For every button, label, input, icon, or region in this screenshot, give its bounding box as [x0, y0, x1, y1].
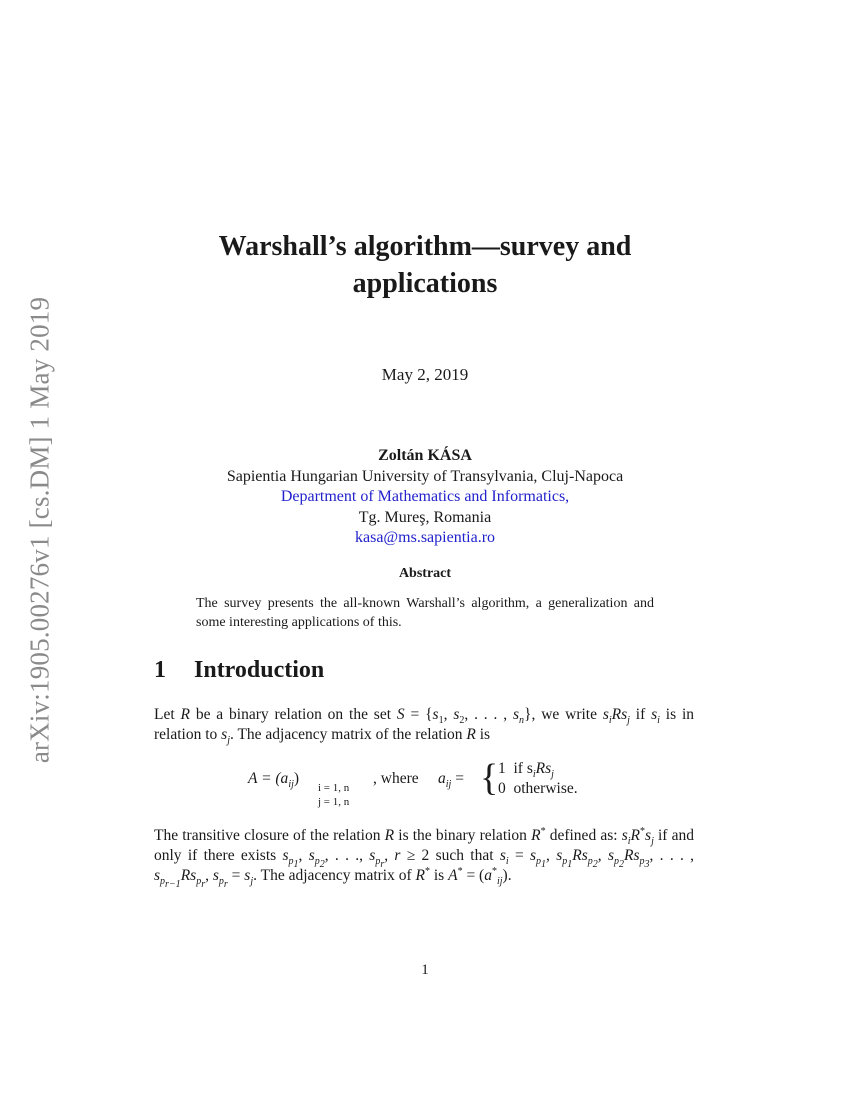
equation-index-j: j = 1, n [318, 796, 350, 808]
equation-lhs: $A = (a_{ij})$ [248, 770, 300, 791]
adjacency-matrix-equation [0, 757, 850, 810]
equation-aij: $a_{ij}$ = [438, 770, 464, 791]
author-name: Zoltán KÁSA [378, 447, 472, 464]
title-line-2: applications [352, 268, 498, 299]
paper-title [0, 228, 850, 302]
email-link[interactable]: kasa@ms.sapientia.ro [354, 529, 496, 546]
section-heading [154, 657, 324, 684]
equation-case-1: 1 if $s_iRs_j$ [498, 760, 554, 781]
equation-index-i: i = 1, n [318, 782, 350, 794]
arxiv-stamp: arXiv:1905.00276v1 [cs.DM] 1 May 2019 [24, 296, 55, 764]
title-line-1: Warshall’s algorithm—survey and [218, 231, 632, 262]
equation-case-2: 0 otherwise. [498, 780, 578, 797]
section-title: Introduction [194, 657, 325, 683]
paper-date: May 2, 2019 [381, 365, 469, 384]
equation-brace: { [480, 757, 499, 799]
author-block [0, 446, 850, 549]
section-number: 1 [154, 657, 166, 683]
equation-where: , where [373, 770, 419, 787]
author-affiliation: Sapientia Hungarian University of Transylvania, Cluj-Napoca [226, 467, 624, 485]
intro-paragraph-1: Let R be a binary relation on the set $S = \{s_1$, $s_2$, . . . , $s_n$}, we write $s_iRs_j$ if $s_i$ is in relation to $s_j$. The adjacency matrix of the relation R is [154, 706, 695, 747]
page-number: 1 [421, 962, 429, 978]
abstract-heading: Abstract [398, 566, 452, 581]
intro-paragraph-2: The transitive closure of the relation R is the binary relation R* defined as: $s_iR^*s_j$ if and only if there exists $s_{p_1}$, $s_{p_2}$, . . ., $s_{p_r}$, r ≥ 2 such that $s_i = s_{p_1}$, $s_{p_1}Rs_{p_2}$, $s_{p_2}Rs_{p_3}$, . . . , $s_{p_{r-1}}Rs_{p_r}$, $s_{p_r} = s_j$. The adjacency matrix of R* is $A^* = (a^*_{ij})$. [154, 825, 695, 891]
department-link[interactable]: Department of Mathematics and Informatics, [280, 488, 570, 505]
abstract-text: The survey presents the all-known Warshall’s algorithm, a generalization and some interesting applications of this. [196, 596, 654, 630]
author-city: Tg. Mureş, Romania [358, 508, 492, 526]
